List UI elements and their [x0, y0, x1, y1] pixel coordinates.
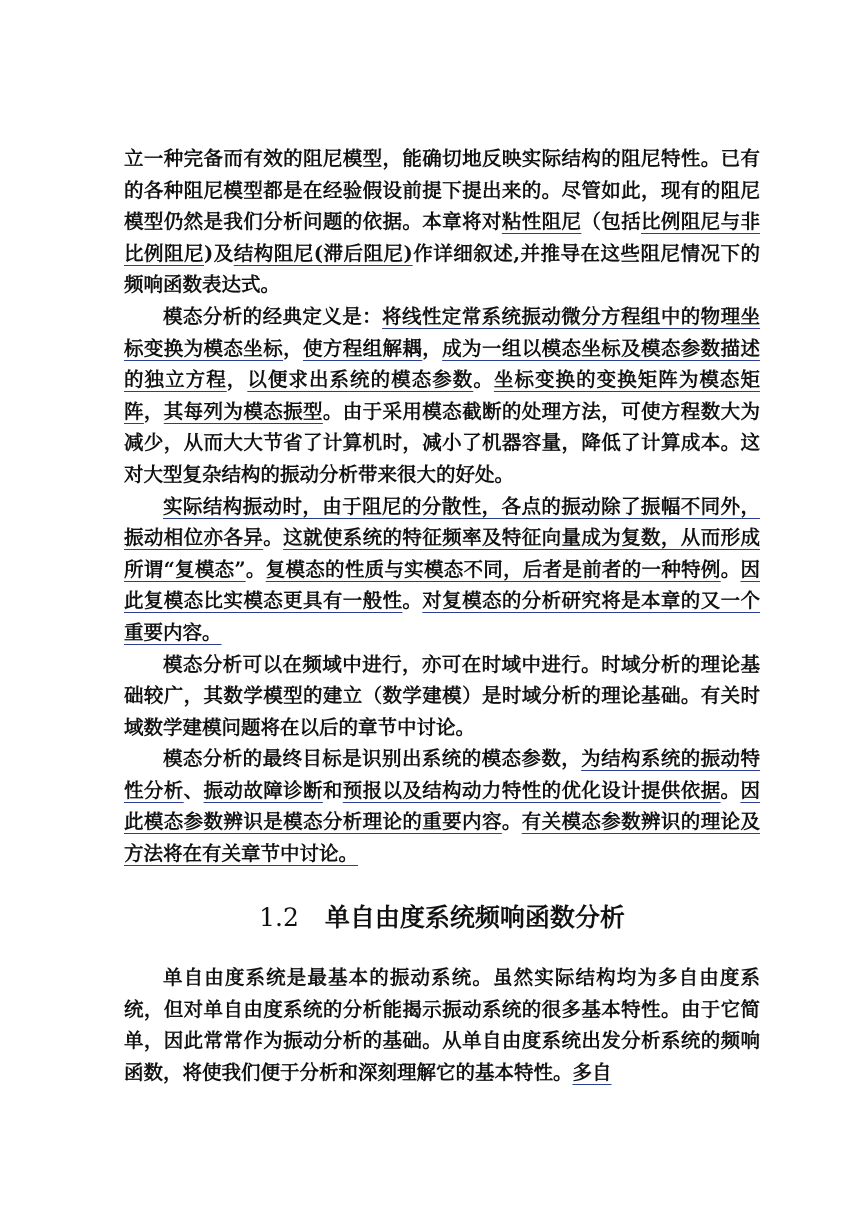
paragraph-5 — [124, 743, 760, 869]
text-run: ， — [226, 368, 248, 392]
underlined-text: 因此复模态比实模态更具有一般性 — [124, 557, 760, 613]
text-run: 作详细叙述,并推导在这些阻尼情况下的频响函数表达式。 — [124, 241, 760, 297]
section-title: 单自由度系统频响函数分析 — [324, 903, 625, 932]
text-run: 。 — [263, 526, 284, 550]
paragraph-1 — [124, 143, 760, 301]
underlined-text: 复模态的性质与实模态不同，后者是前者的一种特例 — [265, 557, 721, 581]
text-run: 。 — [501, 810, 522, 834]
text-run: 。 — [720, 778, 741, 802]
underlined-text: 将线性定常系统振动微分方程组中的物理坐标变换为模态坐标 — [124, 304, 760, 360]
section-paragraph-1 — [124, 962, 760, 1088]
text-run: 。由于采用模态截断的处理方法，可使方程数大为减少，从而大大节省了计算机时，减小了机器容量，降低了计算成本。这对大型复杂结构的振动分析带来很大的好处。 — [124, 399, 760, 486]
text-run: ， — [143, 399, 164, 423]
text-run: 。 — [402, 589, 423, 613]
text-run: 、 — [183, 778, 204, 802]
underlined-text: 坐标变换的变换矩阵为模态矩阵 — [124, 368, 760, 423]
paragraph-3 — [124, 491, 760, 649]
text-run: 立一种完备而有效的阻尼模型，能确切地反映实际结构的阻尼特性。已有的各种阻尼模型都是在经验假设前提下提出来的。尽管如此，现有的阻尼模型仍然是我们分析问题的依据。本章将对 — [124, 147, 760, 234]
underlined-text: 其每列为模态振型 — [163, 399, 323, 423]
underlined-text: 对复模态的分析研究将是本章的又一个重要内容。 — [124, 589, 760, 644]
underlined-text: 实际结构振动时，由于阻尼的分散性，各点的振动除了振幅不同外，振动相位亦各异 — [124, 494, 760, 550]
section-heading — [124, 898, 760, 938]
text-run: 模态分析的最终目标是识别出系统的模态参数， — [163, 747, 582, 771]
underlined-text: 有关模态参数辨识的理论及方法将在有关章节中讨论。 — [124, 810, 760, 866]
underlined-text: 成为一组以模态坐标及模态参数描述的独立方程 — [124, 336, 760, 392]
text-run: )及 — [204, 241, 234, 265]
underlined-text: 这就使系统的特征频率及特征向量成为复数，从而形成所谓“复模态” — [124, 526, 760, 581]
text-run: 和 — [322, 778, 343, 802]
underlined-text: 以便求出系统的模态参数 — [247, 368, 474, 392]
section-body-text — [124, 962, 760, 1088]
underlined-text: 为结构系统的振动特性分析 — [124, 747, 760, 802]
underlined-text: 振动故障诊断 — [203, 778, 323, 802]
text-run: 单自由度系统是最基本的振动系统。虽然实际结构均为多自由度系统，但对单自由度系统的分析能揭示振动系统的很多基本特性。由于它简单，因此常常作为振动分析的基础。从单自由度系统出发分析系统的频响函数，将使我们便于分析和深刻理解它的基本特性。 — [124, 966, 760, 1084]
text-run: ， — [283, 336, 303, 360]
section-number: 1.2 — [259, 903, 299, 932]
text-run: 。 — [245, 557, 266, 581]
text-run: 。 — [473, 368, 494, 392]
text-run: ， — [422, 336, 443, 360]
underlined-text: 预报以及结构动力特性的优化设计提供依据 — [342, 778, 721, 802]
text-run: 。 — [720, 557, 741, 581]
underlined-text: 粘性阻尼 — [501, 210, 582, 234]
underlined-text: 多自 — [572, 1060, 612, 1084]
underlined-text: 结构阻尼(滞后阻尼) — [233, 241, 413, 265]
underlined-text: 因此模态参数辨识是模态分析理论的重要内容 — [124, 778, 760, 834]
underlined-text: 使方程组解耦 — [302, 336, 423, 360]
text-run: 模态分析可以在频域中进行，亦可在时域中进行。时域分析的理论基础较广，其数学模型的建立（数学建模）是时域分析的理论基础。有关时域数学建模问题将在以后的章节中讨论。 — [124, 652, 760, 739]
paragraph-4 — [124, 649, 760, 744]
text-run: 模态分析的经典定义是： — [163, 304, 383, 328]
underlined-text: 比例阻尼与非比例阻尼 — [124, 210, 760, 265]
body-text — [124, 143, 760, 870]
text-run: （包括 — [581, 210, 642, 234]
paragraph-2 — [124, 301, 760, 491]
